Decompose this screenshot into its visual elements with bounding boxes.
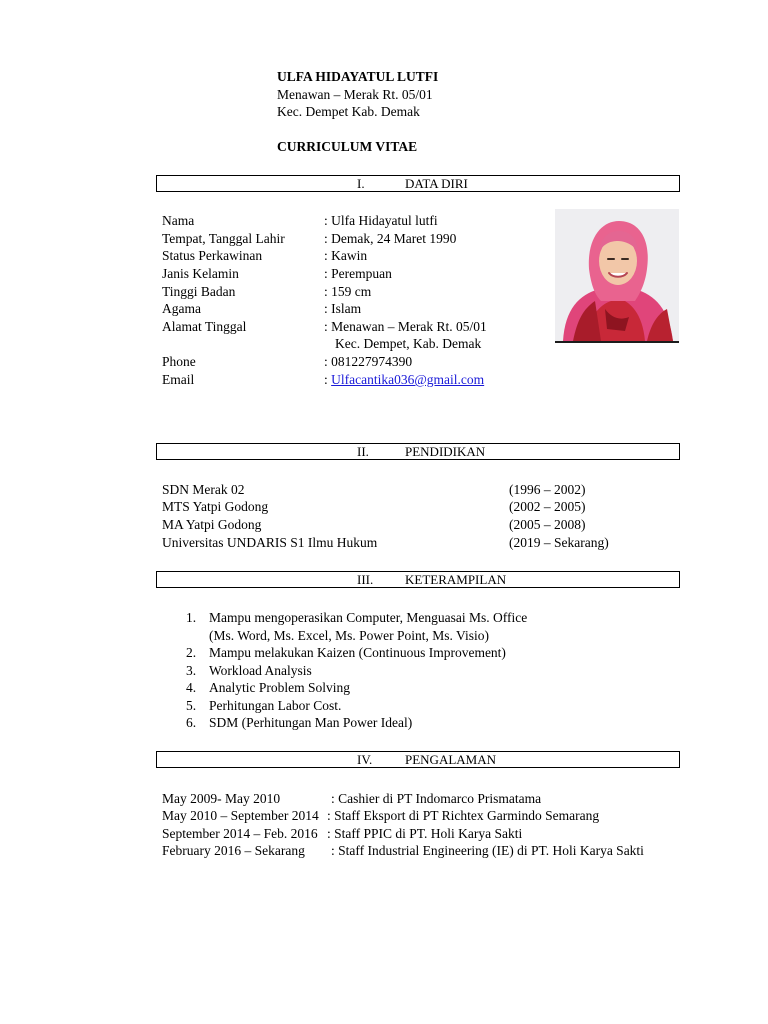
- value-nama: : Ulfa Hidayatul lutfi: [324, 213, 438, 228]
- cv-name: ULFA HIDAYATUL LUTFI: [277, 69, 439, 84]
- skill-item: Mampu melakukan Kaizen (Continuous Improvement): [209, 645, 506, 660]
- skill-item: SDM (Perhitungan Man Power Ideal): [209, 715, 413, 730]
- experience-desc: : Staff PPIC di PT. Holi Karya Sakti: [327, 826, 523, 841]
- value-alamat: : Menawan – Merak Rt. 05/01: [324, 319, 487, 334]
- list-number: 4.: [186, 680, 197, 695]
- skill-item: Perhitungan Labor Cost.: [209, 698, 342, 713]
- value-alamat-line2: Kec. Dempet, Kab. Demak: [335, 336, 482, 351]
- value-ttl: : Demak, 24 Maret 1990: [324, 231, 457, 246]
- section-number: I.: [357, 176, 365, 191]
- skill-item: Workload Analysis: [209, 663, 312, 678]
- skill-item: Mampu mengoperasikan Computer, Menguasai Ms. Office: [209, 610, 528, 625]
- skill-item: Analytic Problem Solving: [209, 680, 350, 695]
- value-phone: : 081227974390: [324, 354, 413, 369]
- value-tinggi: : 159 cm: [324, 284, 372, 299]
- section-number: IV.: [357, 752, 373, 767]
- section-header-pengalaman: [156, 751, 680, 768]
- list-number: 5.: [186, 698, 197, 713]
- education-school: MA Yatpi Godong: [162, 517, 262, 532]
- education-years: (1996 – 2002): [509, 482, 586, 497]
- education-years: (2019 – Sekarang): [509, 535, 609, 550]
- list-number: 2.: [186, 645, 197, 660]
- education-school: SDN Merak 02: [162, 482, 245, 497]
- experience-period: February 2016 – Sekarang: [162, 843, 305, 858]
- section-header-data-diri: [156, 175, 680, 192]
- label-kelamin: Janis Kelamin: [162, 266, 239, 281]
- list-number: 6.: [186, 715, 197, 730]
- experience-period: May 2009- May 2010: [162, 791, 281, 806]
- label-email: Email: [162, 372, 195, 387]
- section-label: KETERAMPILAN: [405, 572, 507, 587]
- label-ttl: Tempat, Tanggal Lahir: [162, 231, 285, 246]
- education-years: (2002 – 2005): [509, 499, 586, 514]
- section-label: PENDIDIKAN: [405, 444, 486, 459]
- portrait-image: [555, 209, 679, 341]
- experience-desc: : Cashier di PT Indomarco Prismatama: [331, 791, 542, 806]
- email-link[interactable]: Ulfacantika036@gmail.com: [331, 372, 485, 387]
- education-years: (2005 – 2008): [509, 517, 586, 532]
- label-nama: Nama: [162, 213, 195, 228]
- label-alamat: Alamat Tinggal: [162, 319, 247, 334]
- section-label: DATA DIRI: [405, 176, 468, 191]
- value-agama: : Islam: [324, 301, 362, 316]
- section-header-pendidikan: [156, 443, 680, 460]
- profile-photo: [555, 209, 679, 343]
- section-number: III.: [357, 572, 374, 587]
- experience-desc: : Staff Industrial Engineering (IE) di PT. Holi Karya Sakti: [331, 843, 644, 858]
- experience-desc: : Staff Eksport di PT Richtex Garmindo Semarang: [327, 808, 600, 823]
- document-title: CURRICULUM VITAE: [277, 139, 418, 154]
- value-kelamin: : Perempuan: [324, 266, 392, 281]
- education-school: MTS Yatpi Godong: [162, 499, 269, 514]
- section-header-keterampilan: [156, 571, 680, 588]
- experience-period: September 2014 – Feb. 2016: [162, 826, 318, 841]
- section-number: II.: [357, 444, 369, 459]
- address-line-1: Menawan – Merak Rt. 05/01: [277, 87, 433, 102]
- experience-period: May 2010 – September 2014: [162, 808, 319, 823]
- email-row: [324, 371, 484, 389]
- education-school: Universitas UNDARIS S1 Ilmu Hukum: [162, 535, 378, 550]
- label-agama: Agama: [162, 301, 201, 316]
- section-label: PENGALAMAN: [405, 752, 496, 767]
- label-tinggi: Tinggi Badan: [162, 284, 236, 299]
- list-number: 3.: [186, 663, 197, 678]
- email-colon: :: [324, 372, 328, 387]
- address-line-2: Kec. Dempet Kab. Demak: [277, 104, 420, 119]
- value-status: : Kawin: [324, 248, 368, 263]
- skill-item-continuation: (Ms. Word, Ms. Excel, Ms. Power Point, Ms. Visio): [209, 628, 489, 643]
- label-status: Status Perkawinan: [162, 248, 263, 263]
- label-phone: Phone: [162, 354, 196, 369]
- list-number: 1.: [186, 610, 197, 625]
